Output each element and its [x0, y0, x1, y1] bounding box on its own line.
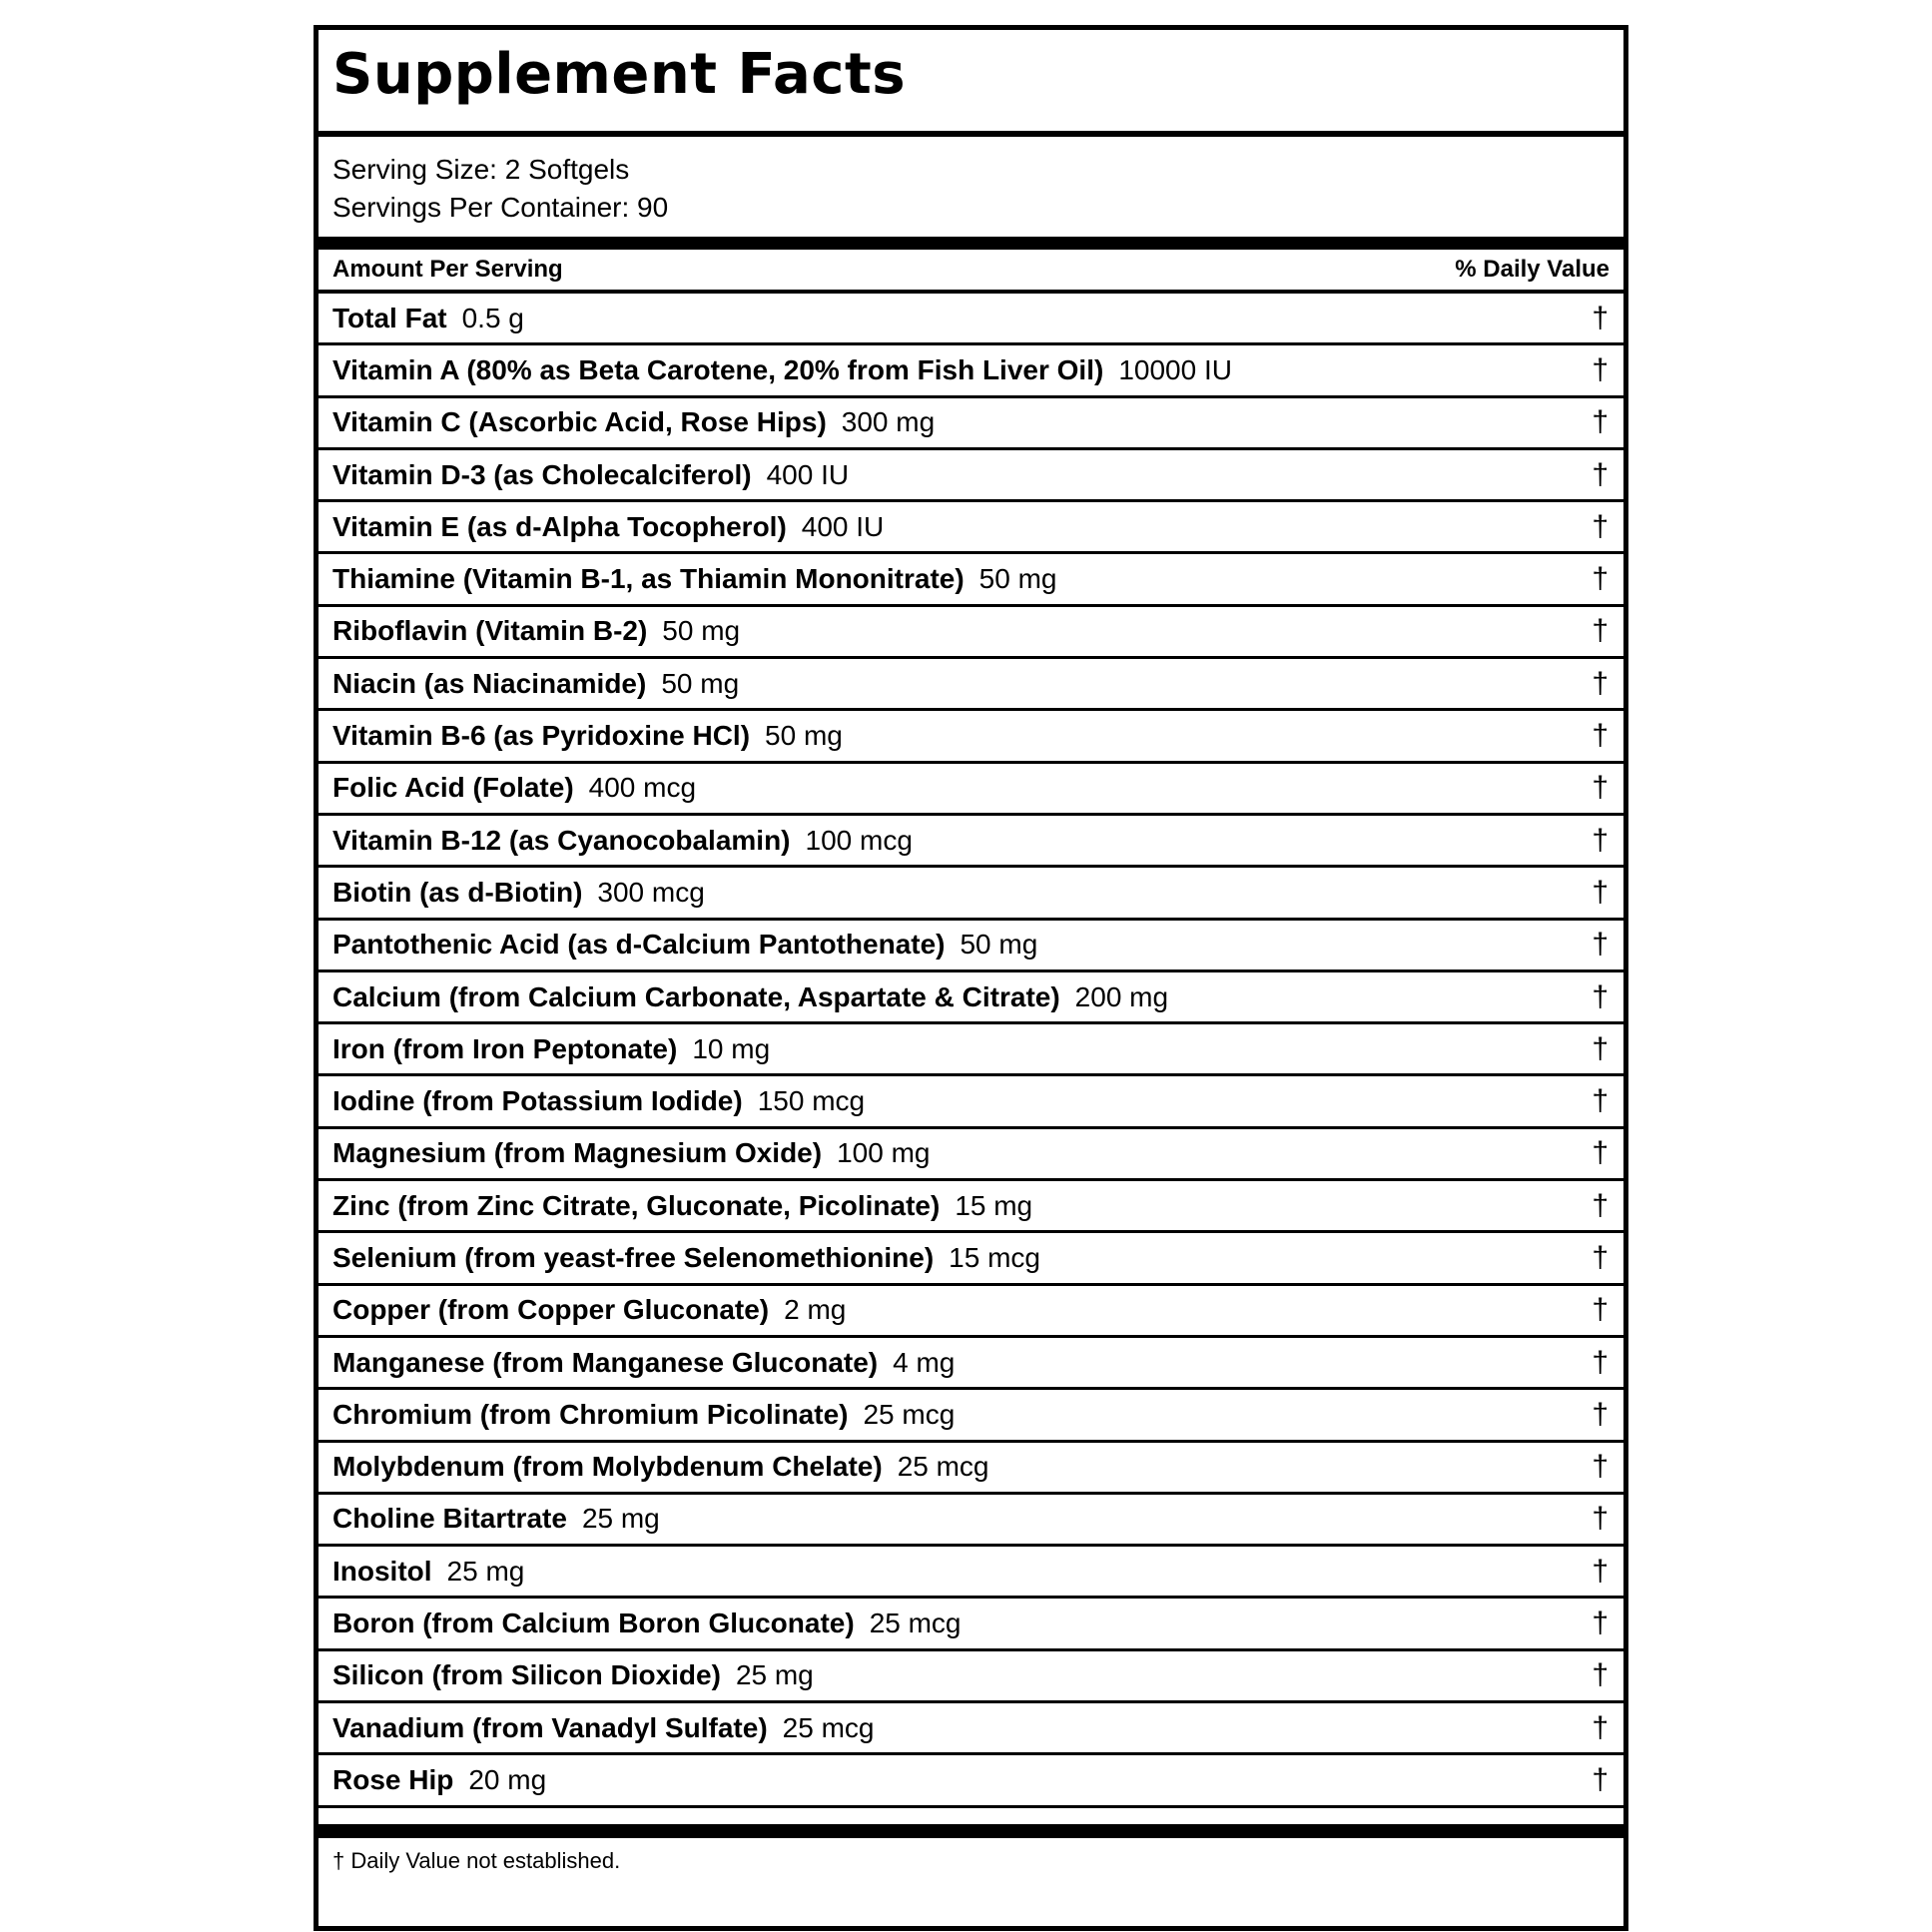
- nutrient-name: Biotin (as d-Biotin): [332, 876, 583, 908]
- daily-value-dagger: †: [1592, 1397, 1609, 1431]
- nutrient-amount: 50 mg: [662, 615, 741, 647]
- panel-title: Supplement Facts: [332, 42, 907, 107]
- daily-value-dagger: †: [1592, 1658, 1609, 1692]
- nutrient-amount: 150 mcg: [757, 1085, 866, 1117]
- nutrient-name: Iron (from Iron Peptonate): [332, 1032, 678, 1064]
- nutrient-name: Zinc (from Zinc Citrate, Gluconate, Picolinate): [332, 1189, 941, 1221]
- nutrient-row: [319, 294, 1623, 345]
- nutrient-name: Vitamin E (as d-Alpha Tocopherol): [332, 510, 787, 542]
- nutrient-row: [319, 764, 1623, 816]
- daily-value-dagger: †: [1592, 823, 1609, 857]
- nutrient-amount: 0.5 g: [461, 302, 524, 333]
- nutrient-label: [332, 1503, 660, 1535]
- nutrient-label: [332, 772, 696, 804]
- daily-value-dagger: †: [1592, 1345, 1609, 1379]
- nutrient-row: [319, 1390, 1623, 1442]
- nutrient-row: [319, 1024, 1623, 1076]
- nutrient-label: [332, 1608, 962, 1639]
- nutrient-amount: 25 mcg: [863, 1398, 956, 1430]
- daily-value-dagger: †: [1592, 1084, 1609, 1118]
- nutrient-name: Vitamin D-3 (as Cholecalciferol): [332, 458, 752, 490]
- nutrient-row: [319, 450, 1623, 502]
- bottom-divider: [319, 1824, 1623, 1838]
- daily-value-dagger: †: [1592, 614, 1609, 648]
- nutrient-label: [332, 1033, 770, 1065]
- daily-value-dagger: †: [1592, 1136, 1609, 1170]
- daily-value-dagger: †: [1592, 405, 1609, 439]
- nutrient-row: [319, 1338, 1623, 1390]
- nutrient-label: [332, 1137, 930, 1169]
- nutrient-row: [319, 607, 1623, 659]
- nutrient-amount: 400 mcg: [588, 772, 697, 804]
- nutrient-row: [319, 1755, 1623, 1807]
- nutrient-amount: 25 mg: [581, 1503, 660, 1535]
- nutrient-amount: 50 mg: [978, 563, 1057, 595]
- nutrient-amount: 10 mg: [692, 1032, 771, 1064]
- nutrient-name: Selenium (from yeast-free Selenomethionine): [332, 1241, 935, 1273]
- nutrient-row: [319, 921, 1623, 972]
- serving-info: [319, 137, 1623, 237]
- daily-value-dagger: †: [1592, 301, 1609, 334]
- nutrient-amount: 200 mg: [1074, 980, 1169, 1012]
- nutrient-label: [332, 1085, 865, 1117]
- nutrient-amount: 50 mg: [661, 667, 740, 699]
- daily-value-dagger: †: [1592, 1031, 1609, 1065]
- nutrient-amount: 15 mg: [955, 1189, 1033, 1221]
- daily-value-dagger: †: [1592, 457, 1609, 491]
- nutrient-name: Iodine (from Potassium Iodide): [332, 1085, 743, 1117]
- nutrient-row: [319, 659, 1623, 711]
- daily-value-dagger: †: [1592, 1240, 1609, 1274]
- nutrient-label: [332, 563, 1057, 595]
- nutrient-amount: 400 IU: [801, 510, 885, 542]
- nutrient-name: Choline Bitartrate: [332, 1503, 567, 1535]
- nutrient-row: [319, 554, 1623, 606]
- servings-per-container: Servings Per Container: 90: [332, 192, 669, 223]
- nutrient-label: [332, 825, 913, 857]
- nutrient-row: [319, 1547, 1623, 1599]
- nutrient-label: [332, 1190, 1032, 1222]
- nutrient-name: Vitamin A (80% as Beta Carotene, 20% from Fish Liver Oil): [332, 353, 1104, 385]
- daily-value-dagger: †: [1592, 1710, 1609, 1744]
- nutrient-row: [319, 502, 1623, 554]
- daily-value-dagger: †: [1592, 771, 1609, 805]
- supplement-facts-panel: [314, 25, 1628, 1931]
- nutrient-label: [332, 406, 935, 438]
- daily-value-dagger: †: [1592, 352, 1609, 386]
- nutrient-row: [319, 711, 1623, 763]
- nutrient-row: [319, 1599, 1623, 1650]
- nutrient-amount: 25 mg: [446, 1555, 525, 1587]
- nutrient-amount: 2 mg: [784, 1294, 847, 1326]
- nutrient-label: [332, 1294, 846, 1326]
- nutrient-amount: 300 mcg: [597, 876, 705, 908]
- nutrient-amount: 10000 IU: [1118, 353, 1232, 385]
- nutrient-label: [332, 1399, 955, 1431]
- daily-value-dagger: †: [1592, 1188, 1609, 1222]
- daily-value-dagger: †: [1592, 509, 1609, 543]
- nutrient-amount: 400 IU: [766, 458, 850, 490]
- nutrient-name: Silicon (from Silicon Dioxide): [332, 1659, 721, 1691]
- nutrient-row: [319, 345, 1623, 397]
- nutrient-row: [319, 1703, 1623, 1755]
- nutrient-label: [332, 720, 843, 752]
- daily-value-header: % Daily Value: [1455, 256, 1610, 283]
- nutrient-label: [332, 1556, 524, 1588]
- nutrient-row: [319, 816, 1623, 868]
- column-header-row: [319, 250, 1623, 294]
- nutrient-row: [319, 1443, 1623, 1495]
- nutrient-amount: 20 mg: [468, 1763, 547, 1795]
- amount-per-serving-header: Amount Per Serving: [332, 256, 563, 283]
- nutrient-amount: 100 mcg: [805, 824, 913, 856]
- nutrient-name: Calcium (from Calcium Carbonate, Aspartate & Citrate): [332, 980, 1060, 1012]
- nutrient-name: Copper (from Copper Gluconate): [332, 1294, 770, 1326]
- daily-value-dagger: †: [1592, 1554, 1609, 1588]
- nutrient-amount: 25 mcg: [897, 1451, 989, 1483]
- nutrient-amount: 50 mg: [960, 929, 1038, 961]
- nutrient-name: Vitamin C (Ascorbic Acid, Rose Hips): [332, 406, 827, 438]
- nutrient-label: [332, 1242, 1040, 1274]
- nutrient-name: Niacin (as Niacinamide): [332, 667, 647, 699]
- nutrient-name: Vanadium (from Vanadyl Sulfate): [332, 1711, 768, 1743]
- nutrient-label: [332, 1712, 874, 1744]
- nutrient-list: [319, 294, 1623, 1808]
- daily-value-dagger: †: [1592, 1502, 1609, 1536]
- nutrient-label: [332, 668, 739, 700]
- daily-value-dagger: †: [1592, 875, 1609, 909]
- nutrient-name: Total Fat: [332, 302, 447, 333]
- nutrient-label: [332, 459, 849, 491]
- nutrient-label: [332, 1764, 546, 1796]
- daily-value-dagger: †: [1592, 719, 1609, 753]
- daily-value-dagger: †: [1592, 1607, 1609, 1640]
- nutrient-name: Thiamine (Vitamin B-1, as Thiamin Mononitrate): [332, 563, 965, 595]
- nutrient-name: Vitamin B-12 (as Cyanocobalamin): [332, 824, 791, 856]
- nutrient-row: [319, 1233, 1623, 1285]
- nutrient-amount: 100 mg: [837, 1137, 931, 1169]
- nutrient-amount: 50 mg: [765, 720, 843, 752]
- nutrient-row: [319, 972, 1623, 1024]
- nutrient-row: [319, 1129, 1623, 1181]
- nutrient-label: [332, 981, 1168, 1013]
- nutrient-name: Riboflavin (Vitamin B-2): [332, 615, 648, 647]
- nutrient-name: Manganese (from Manganese Gluconate): [332, 1346, 879, 1378]
- nutrient-amount: 25 mcg: [869, 1608, 962, 1639]
- nutrient-name: Rose Hip: [332, 1763, 454, 1795]
- nutrient-name: Pantothenic Acid (as d-Calcium Pantothenate): [332, 929, 946, 961]
- daily-value-dagger: †: [1592, 1293, 1609, 1327]
- nutrient-label: [332, 354, 1232, 386]
- nutrient-label: [332, 1659, 814, 1691]
- nutrient-amount: 25 mg: [735, 1659, 814, 1691]
- nutrient-label: [332, 303, 524, 334]
- nutrient-name: Folic Acid (Folate): [332, 772, 574, 804]
- nutrient-amount: 300 mg: [841, 406, 936, 438]
- nutrient-label: [332, 877, 705, 909]
- nutrient-name: Inositol: [332, 1555, 432, 1587]
- nutrient-name: Boron (from Calcium Boron Gluconate): [332, 1608, 855, 1639]
- daily-value-dagger: †: [1592, 666, 1609, 700]
- nutrient-label: [332, 615, 740, 647]
- nutrient-name: Vitamin B-6 (as Pyridoxine HCl): [332, 720, 751, 752]
- nutrient-name: Molybdenum (from Molybdenum Chelate): [332, 1451, 883, 1483]
- thick-divider: [319, 237, 1623, 250]
- daily-value-dagger: †: [1592, 562, 1609, 596]
- serving-size: Serving Size: 2 Softgels: [332, 154, 630, 185]
- nutrient-row: [319, 398, 1623, 450]
- nutrient-name: Magnesium (from Magnesium Oxide): [332, 1137, 823, 1169]
- footnote: † Daily Value not established.: [332, 1847, 621, 1873]
- daily-value-dagger: †: [1592, 1762, 1609, 1796]
- nutrient-row: [319, 1286, 1623, 1338]
- daily-value-dagger: †: [1592, 1450, 1609, 1484]
- daily-value-dagger: †: [1592, 979, 1609, 1013]
- nutrient-row: [319, 1651, 1623, 1703]
- daily-value-dagger: †: [1592, 928, 1609, 962]
- nutrient-row: [319, 868, 1623, 920]
- nutrient-name: Chromium (from Chromium Picolinate): [332, 1398, 849, 1430]
- nutrient-row: [319, 1181, 1623, 1233]
- nutrient-amount: 15 mcg: [949, 1241, 1040, 1273]
- nutrient-label: [332, 929, 1037, 961]
- nutrient-label: [332, 1347, 955, 1379]
- nutrient-row: [319, 1495, 1623, 1547]
- nutrient-row: [319, 1076, 1623, 1128]
- nutrient-label: [332, 511, 884, 543]
- nutrient-label: [332, 1451, 989, 1483]
- nutrient-amount: 25 mcg: [782, 1711, 875, 1743]
- nutrient-amount: 4 mg: [893, 1346, 956, 1378]
